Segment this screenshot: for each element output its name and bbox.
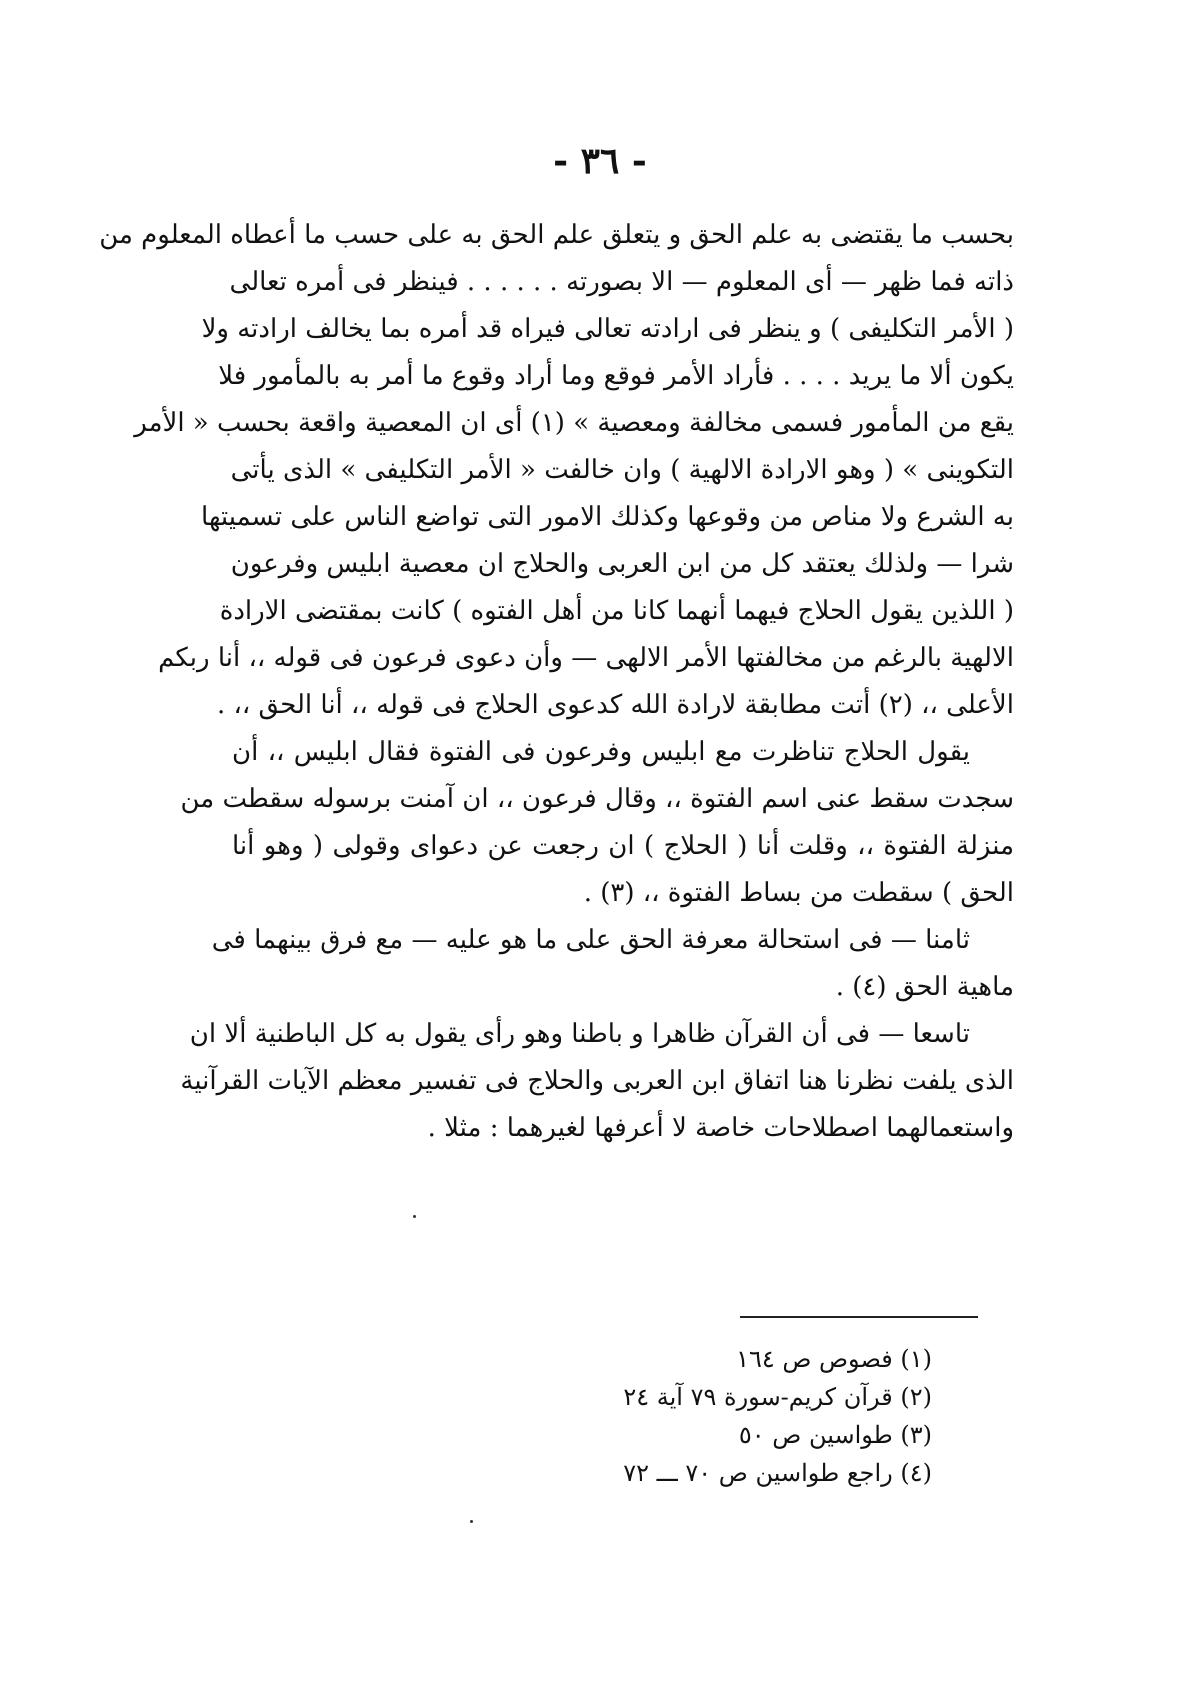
footnote-item: (٤) راجع طواسين ص ٧٠ ـــ ٧٢	[623, 1459, 932, 1487]
body-line: به الشرع ولا مناص من وقوعها وكذلك الامور التى تواضع الناس على تسميتها	[201, 502, 1014, 532]
body-line: سجدت سقط عنى اسم الفتوة ،، وقال فرعون ،، ان آمنت برسوله سقطت من	[180, 784, 1014, 814]
body-line: ذاته فما ظهر — أى المعلوم — الا بصورته . . . . . . فينظر فى أمره تعالى	[229, 267, 1014, 297]
footnote-item: (١) فصوص ص ١٦٤	[736, 1345, 932, 1373]
print-speck	[413, 1215, 416, 1218]
body-line: واستعمالهما اصطلاحات خاصة لا أعرفها لغيرهما : مثلا .	[427, 1113, 1014, 1143]
body-text	[99, 212, 1014, 1152]
body-line: تاسعا — فى أن القرآن ظاهرا و باطنا وهو رأى يقول به كل الباطنية ألا ان	[189, 1019, 970, 1049]
body-line: التكوينى » ( وهو الارادة الالهية ) وان خالفت « الأمر التكليفى » الذى يأتى	[230, 455, 1014, 485]
print-speck	[470, 1520, 473, 1523]
footnote-item: (٣) طواسين ص ٥٠	[738, 1421, 932, 1449]
footnote-item: (٢) قرآن كريم-سورة ٧٩ آية ٢٤	[623, 1383, 932, 1411]
body-line: ماهية الحق (٤) .	[835, 972, 1014, 1002]
body-line: الالهية بالرغم من مخالفتها الأمر الالهى — وأن دعوى فرعون فى قوله ،، أنا ربكم	[158, 643, 1014, 673]
body-line: ثامنا — فى استحالة معرفة الحق على ما هو عليه — مع فرق بينهما فى	[211, 925, 970, 955]
body-line: ( الأمر التكليفى ) و ينظر فى ارادته تعالى فيراه قد أمره بما يخالف ارادته ولا	[201, 314, 1014, 344]
body-line: يكون ألا ما يريد . . . . فأراد الأمر فوقع وما أراد وقوع ما أمر به بالمأمور فلا	[218, 361, 1014, 391]
body-line: ( اللذين يقول الحلاج فيهما أنهما كانا من أهل الفتوه ) كانت بمقتضى الارادة	[219, 596, 1014, 626]
body-line: يقع من المأمور فسمى مخالفة ومعصية » (١) أى ان المعصية واقعة بحسب « الأمر	[134, 408, 1014, 438]
body-line: الذى يلفت نظرنا هنا اتفاق ابن العربى والحلاج فى تفسير معظم الآيات القرآنية	[180, 1066, 1014, 1096]
page-number: - ٣٦ -	[553, 140, 647, 182]
body-line: شرا — ولذلك يعتقد كل من ابن العربى والحلاج ان معصية ابليس وفرعون	[230, 549, 1014, 579]
body-line: منزلة الفتوة ،، وقلت أنا ( الحلاج ) ان رجعت عن دعواى وقولى ( وهو أنا	[232, 831, 1014, 861]
body-line: بحسب ما يقتضى به علم الحق و يتعلق علم الحق به على حسب ما أعطاه المعلوم من	[99, 220, 1014, 250]
footnote-divider	[740, 1316, 978, 1318]
footnotes	[512, 1340, 932, 1492]
body-line: يقول الحلاج تناظرت مع ابليس وفرعون فى الفتوة فقال ابليس ،، أن	[232, 737, 970, 767]
body-line: الحق ) سقطت من بساط الفتوة ،، (٣) .	[583, 878, 1014, 908]
body-line: الأعلى ،، (٢) أتت مطابقة لارادة الله كدعوى الحلاج فى قوله ،، أنا الحق ،، .	[216, 690, 1014, 720]
